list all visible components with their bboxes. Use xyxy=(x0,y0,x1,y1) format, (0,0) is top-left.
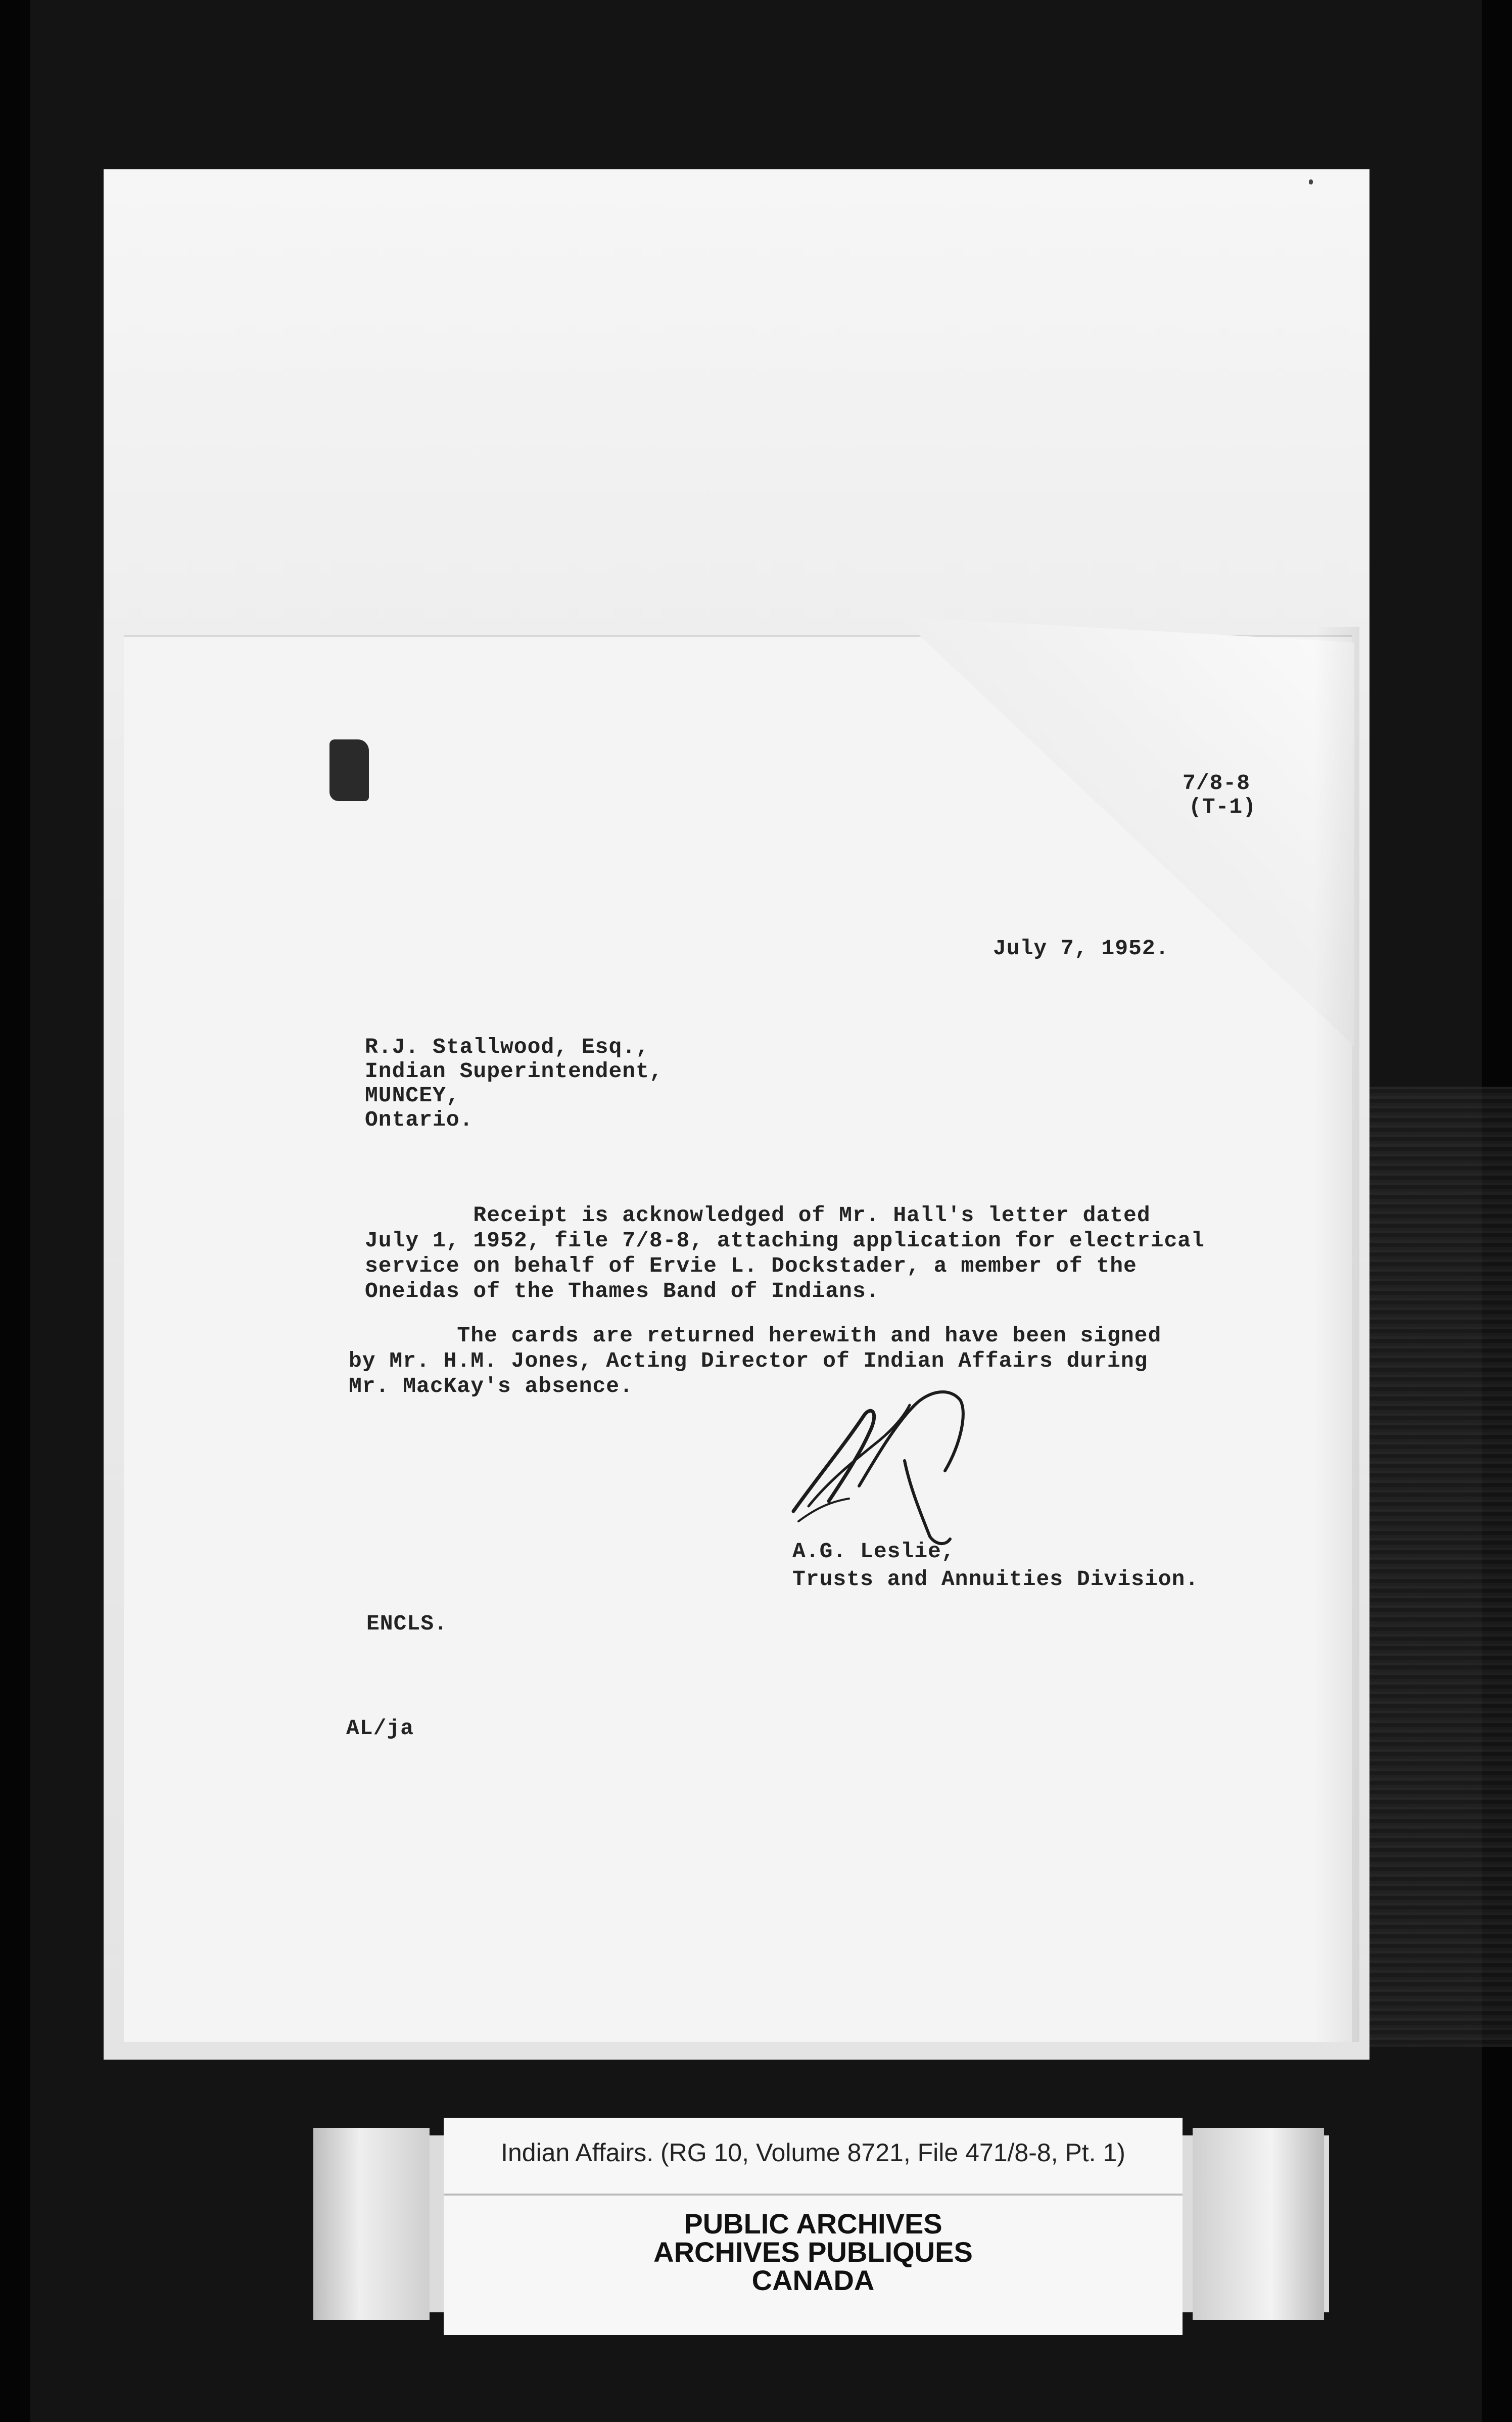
clip-right xyxy=(1193,2128,1324,2320)
archive-name: PUBLIC ARCHIVES ARCHIVES PUBLIQUES CANADA xyxy=(653,2208,973,2296)
signatory-division: Trusts and Annuities Division. xyxy=(792,1567,1199,1592)
ink-blot xyxy=(329,739,369,801)
speck-mark xyxy=(1309,179,1313,184)
letter-date: July 7, 1952. xyxy=(993,936,1169,961)
recipient-name: R.J. Stallwood, Esq., xyxy=(365,1035,649,1059)
label-divider xyxy=(444,2194,1183,2196)
enclosures-note: ENCLS. xyxy=(366,1611,448,1636)
signatory-name: A.G. Leslie, xyxy=(792,1539,955,1564)
clip-left xyxy=(313,2128,430,2320)
recipient-title: Indian Superintendent, xyxy=(365,1059,663,1084)
film-border-left xyxy=(0,0,30,2422)
file-reference-suffix: (T-1) xyxy=(1189,795,1257,819)
archive-reference: Indian Affairs. (RG 10, Volume 8721, File 471/8-8, Pt. 1) xyxy=(501,2138,1125,2167)
page-edge-shade xyxy=(1314,627,1359,2042)
recipient-province: Ontario. xyxy=(365,1107,474,1132)
paragraph-cards-returned: The cards are returned herewith and have been signed by Mr. H.M. Jones, Acting Director of Indian Affairs during Mr. MacKay's absence. xyxy=(349,1323,1162,1399)
paragraph-acknowledgement: Receipt is acknowledged of Mr. Hall's letter dated July 1, 1952, file 7/8-8, attaching application for electrical service on behalf of Ervie L. Dockstader, a member of the Oneidas of the Thames Band of Indians. xyxy=(365,1203,1205,1303)
typist-initials: AL/ja xyxy=(346,1716,414,1741)
background-grain xyxy=(1364,1087,1512,2047)
file-reference: 7/8-8 xyxy=(1183,771,1251,796)
recipient-city: MUNCEY, xyxy=(365,1083,460,1108)
handwritten-signature xyxy=(778,1385,990,1557)
